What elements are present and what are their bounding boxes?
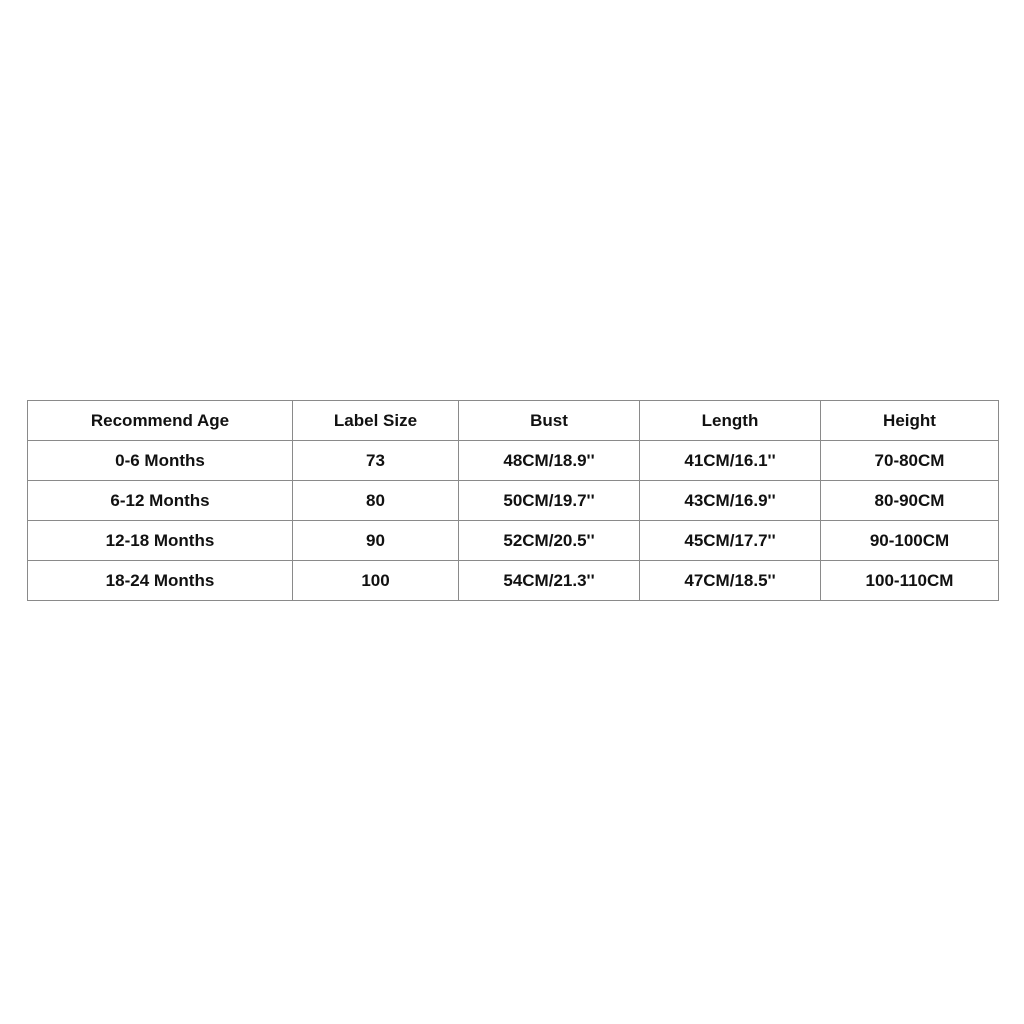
table-row: [28, 561, 999, 601]
cell-label-size: 90: [293, 521, 459, 561]
cell-age: 12-18 Months: [28, 521, 293, 561]
cell-height: 90-100CM: [821, 521, 999, 561]
header-recommend-age: Recommend Age: [28, 401, 293, 441]
cell-length: 47CM/18.5'': [640, 561, 821, 601]
cell-label-size: 73: [293, 441, 459, 481]
header-bust: Bust: [459, 401, 640, 441]
cell-bust: 52CM/20.5'': [459, 521, 640, 561]
cell-height: 100-110CM: [821, 561, 999, 601]
header-height: Height: [821, 401, 999, 441]
cell-bust: 48CM/18.9'': [459, 441, 640, 481]
cell-label-size: 80: [293, 481, 459, 521]
cell-label-size: 100: [293, 561, 459, 601]
header-length: Length: [640, 401, 821, 441]
cell-length: 41CM/16.1'': [640, 441, 821, 481]
header-label-size: Label Size: [293, 401, 459, 441]
cell-length: 43CM/16.9'': [640, 481, 821, 521]
table-row: [28, 441, 999, 481]
table-header-row: [28, 401, 999, 441]
cell-bust: 50CM/19.7'': [459, 481, 640, 521]
table-row: [28, 481, 999, 521]
cell-length: 45CM/17.7'': [640, 521, 821, 561]
cell-height: 80-90CM: [821, 481, 999, 521]
table-row: [28, 521, 999, 561]
cell-age: 0-6 Months: [28, 441, 293, 481]
cell-height: 70-80CM: [821, 441, 999, 481]
size-chart-table: [27, 400, 999, 601]
cell-age: 18-24 Months: [28, 561, 293, 601]
cell-bust: 54CM/21.3'': [459, 561, 640, 601]
cell-age: 6-12 Months: [28, 481, 293, 521]
